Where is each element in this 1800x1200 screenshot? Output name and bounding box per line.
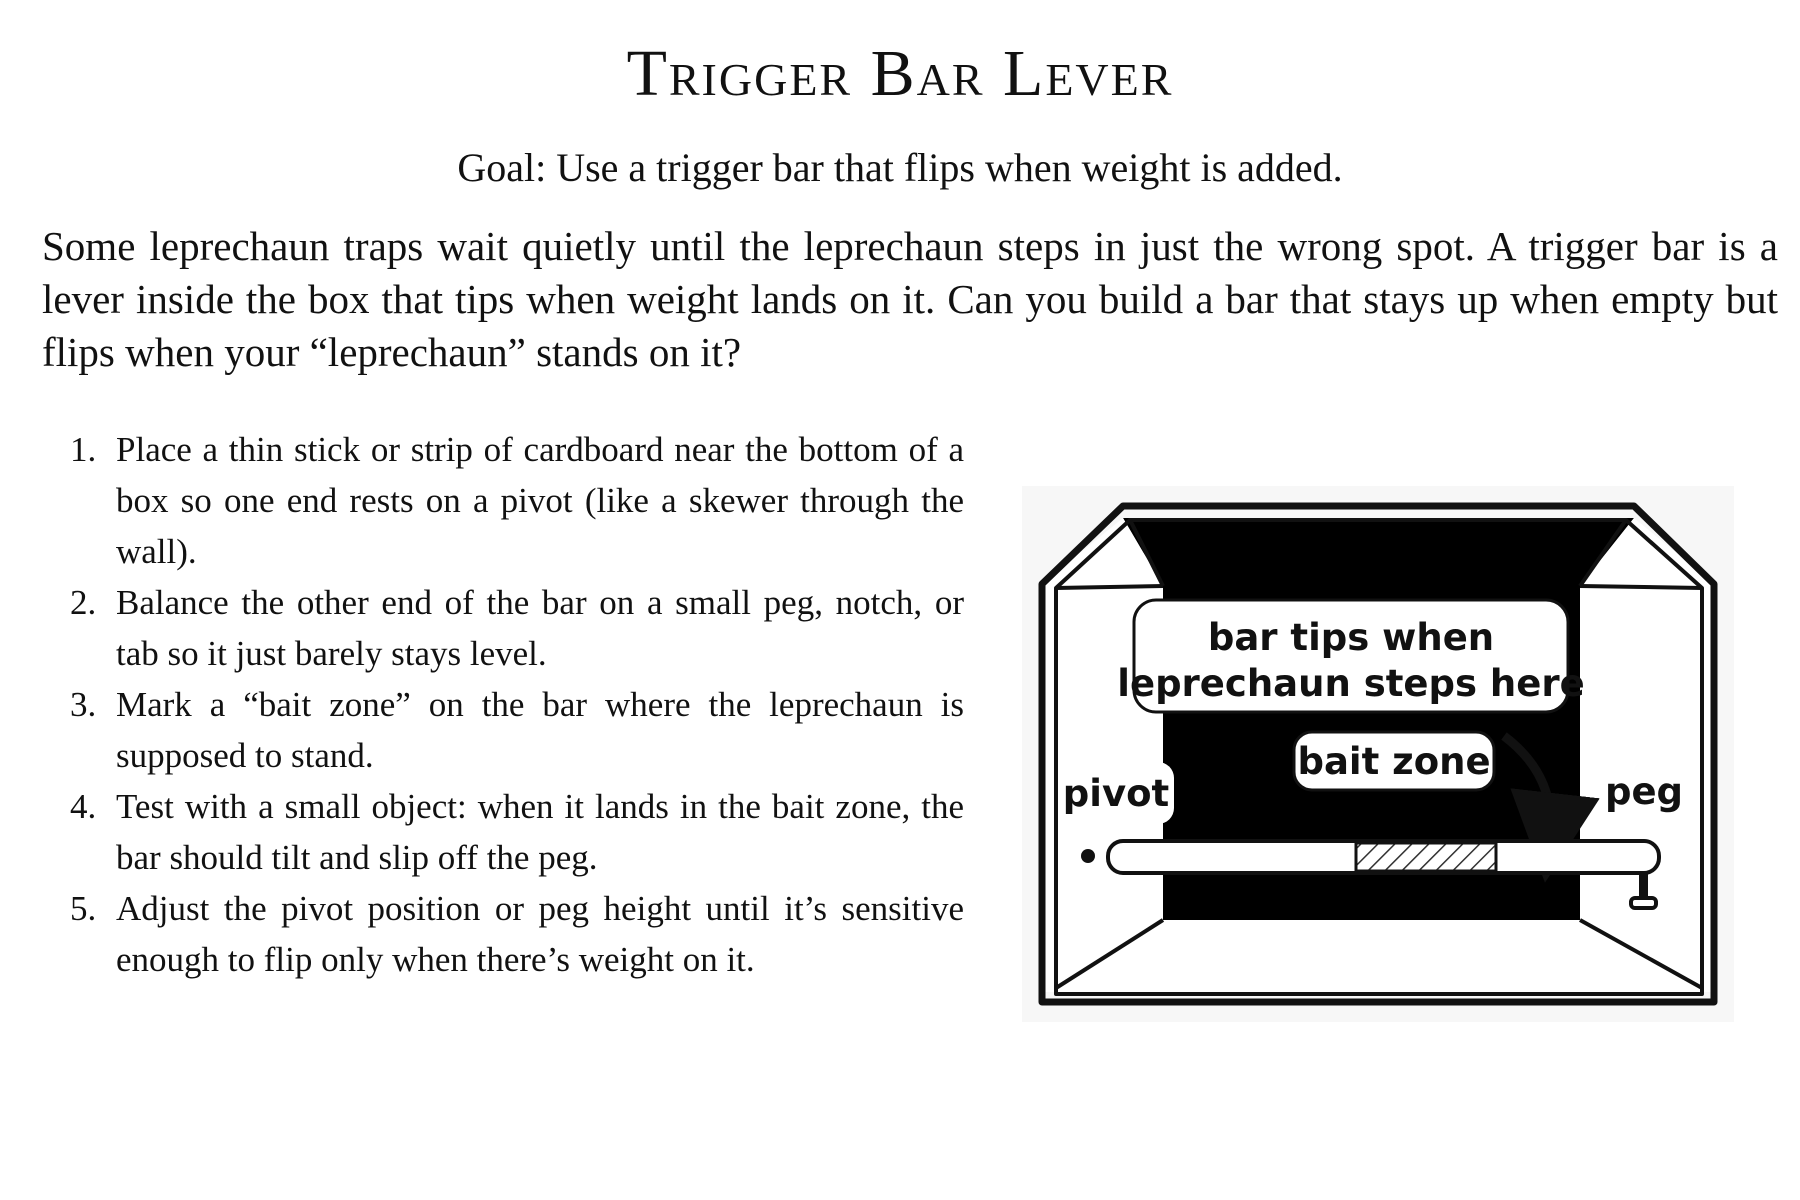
step-text: Adjust the pivot position or peg height until it’s sensitive enough to flip only when there’s weight on it. (116, 889, 964, 979)
callout-line-1: bar tips when (1207, 616, 1495, 659)
page-title: Trigger Bar Lever (626, 37, 1174, 110)
step-number: 1. (70, 430, 97, 469)
step-text: Mark a “bait zone” on the bar where the leprechaun is supposed to stand. (116, 685, 964, 775)
step-number: 5. (70, 889, 97, 928)
steps-list (70, 424, 964, 985)
intro-paragraph: Some leprechaun traps wait quietly until the leprechaun steps in just the wrong spot. A trigger bar is a lever inside the box that tips when weight lands on it. Can you build a bar that stays up when empty but flips when your “leprechaun” stands on it? (42, 223, 1778, 375)
goal-statement: Goal: Use a trigger bar that flips when weight is added. (457, 145, 1343, 190)
step-text: Place a thin stick or strip of cardboard near the bottom of a box so one end rests on a pivot (like a skewer through the wall). (116, 430, 964, 571)
step-text: Test with a small object: when it lands in the bait zone, the bar should tilt and slip off the peg. (116, 787, 964, 877)
box-edge (1580, 586, 1702, 588)
step-item (70, 424, 964, 577)
step-item (70, 577, 964, 679)
trigger-bar-diagram (1022, 486, 1734, 1022)
step-text: Balance the other end of the bar on a small peg, notch, or tab so it just barely stays level. (116, 583, 964, 673)
step-number: 2. (70, 583, 97, 622)
bait-zone-hatch (1356, 843, 1496, 871)
pivot-label: pivot (1062, 772, 1170, 815)
step-number: 3. (70, 685, 97, 724)
pivot-dot-icon (1081, 849, 1095, 863)
box-edge (1056, 586, 1163, 588)
step-item (70, 883, 964, 985)
bait-zone-label: bait zone (1297, 740, 1491, 783)
callout-line-2: leprechaun steps here (1117, 662, 1585, 705)
step-item (70, 781, 964, 883)
step-item (70, 679, 964, 781)
box-illustration (1022, 486, 1734, 1022)
peg-label: peg (1604, 770, 1684, 813)
step-number: 4. (70, 787, 97, 826)
peg-foot-icon (1631, 898, 1656, 908)
